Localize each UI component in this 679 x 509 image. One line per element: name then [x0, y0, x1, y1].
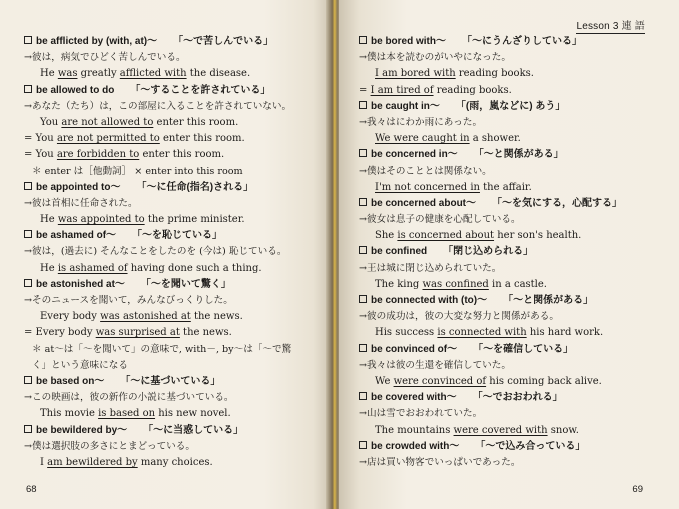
entry-phrase: be covered with～ [371, 392, 457, 404]
checkbox-icon [359, 198, 367, 206]
page-number-right: 69 [632, 484, 643, 495]
translation-line: →王は城に閉じ込められていた。 [359, 262, 502, 274]
entry-meaning: 「～に当惑している」 [143, 424, 244, 436]
translation-line: →山は雪でおおわれていた。 [359, 408, 483, 420]
sentence-part: = Every body [24, 327, 96, 339]
example-sentence [359, 180, 673, 196]
underlined-phrase: I am tired of [370, 84, 434, 96]
underlined-phrase: was astonished at [100, 311, 191, 323]
entry-heading [24, 34, 324, 50]
checkbox-icon [359, 36, 367, 44]
checkbox-icon [24, 425, 32, 433]
checkbox-icon [359, 246, 367, 254]
entry-meaning: 「～を確信している」 [473, 343, 574, 355]
entry-heading [359, 196, 673, 212]
entry-heading [24, 374, 324, 390]
sentence-part: the news. [190, 311, 243, 323]
sentence-part: The king [375, 278, 423, 290]
translation-line: →彼女は息子の健康を心配している。 [359, 214, 521, 226]
right-page-content [359, 34, 673, 471]
translation-line: →そのニュースを聞いて，みんなびっくりした。 [24, 295, 233, 306]
example-sentence [359, 325, 673, 341]
underlined-phrase: was confined [422, 278, 489, 290]
entry-heading [359, 439, 673, 455]
checkbox-icon [24, 376, 32, 384]
translation-line: →彼の成功は，彼の大変な努力と関係がある。 [359, 311, 559, 323]
entry-heading [359, 147, 673, 163]
entry-phrase: be confined [371, 246, 428, 258]
translation-line: →我々は彼の生還を確信していた。 [359, 359, 511, 371]
underlined-phrase: I am bored with [375, 68, 456, 80]
entry-meaning: 「～を聞いて驚く」 [140, 278, 231, 290]
entry-phrase: be concerned in～ [371, 149, 458, 161]
note-line: ＊ enter は［他動詞］ × enter into this room [32, 165, 243, 177]
checkbox-icon [359, 295, 367, 303]
entry-phrase: be appointed to～ [36, 181, 121, 193]
sentence-part: enter this room. [153, 116, 239, 128]
entry-phrase: be bewildered by～ [36, 424, 128, 436]
underlined-phrase: were convinced of [393, 375, 487, 387]
example-sentence [24, 66, 324, 82]
sentence-part: We [375, 375, 394, 387]
example-sentence [359, 131, 673, 147]
entry-meaning: 「～を気にする，心配する」 [492, 197, 623, 209]
sentence-part: The mountains [375, 424, 454, 436]
translation-line: →僕は本を読むのがいやになった。 [359, 52, 511, 64]
translation-line: →我々はにわか雨にあった。 [359, 116, 483, 128]
entry-meaning: 「～で苦しんでいる」 [173, 36, 274, 47]
sentence-part: He [40, 214, 58, 226]
entry-heading [359, 342, 673, 358]
underlined-phrase: are not allowed to [61, 116, 154, 128]
sentence-part: enter this room. [139, 149, 225, 161]
entry-phrase: be convinced of～ [371, 343, 458, 355]
sentence-part: I [40, 456, 48, 468]
translation-line: →店は買い物客でいっぱいであった。 [359, 456, 521, 468]
underlined-phrase: was appointed to [57, 214, 145, 226]
sentence-part: He [40, 68, 58, 80]
underlined-phrase: is based on [98, 408, 156, 420]
entry-phrase: be concerned about～ [371, 197, 477, 209]
entry-phrase: be allowed to do [36, 84, 115, 96]
sentence-part: her son's health. [494, 230, 582, 242]
entry-heading [24, 277, 324, 293]
underlined-phrase: is concerned about [397, 230, 495, 242]
entry-meaning: 「～に基づいている」 [120, 375, 221, 387]
entry-meaning: 「(雨，嵐などに) あう」 [455, 100, 566, 112]
entry-heading [359, 244, 673, 260]
sentence-part: the affair. [479, 181, 532, 193]
running-header: Lesson 3 連 語 [576, 17, 645, 34]
sentence-part: his coming back alive. [486, 375, 602, 387]
underlined-phrase: afflicted with [119, 68, 187, 80]
sentence-part: She [375, 230, 398, 242]
equivalent-sentence [359, 83, 673, 99]
example-sentence [359, 374, 673, 390]
example-sentence [24, 115, 324, 131]
entry-meaning: 「～でおおわれる」 [472, 392, 563, 404]
sentence-part: his new novel. [155, 408, 231, 420]
checkbox-icon [24, 182, 32, 190]
entry-phrase: be connected with (to)～ [371, 295, 488, 306]
entry-meaning: 「～することを許されている」 [130, 84, 271, 96]
underlined-phrase: were covered with [453, 424, 548, 436]
checkbox-icon [24, 36, 32, 44]
sentence-part: the prime minister. [144, 214, 245, 226]
sentence-part: in a castle. [488, 278, 547, 290]
entry-meaning: 「～と関係がある」 [473, 149, 564, 161]
sentence-part: His success [375, 327, 438, 339]
sentence-part: a shower. [469, 133, 521, 145]
entry-phrase: be caught in～ [371, 100, 440, 112]
checkbox-icon [359, 392, 367, 400]
example-sentence [24, 261, 324, 277]
example-sentence [359, 66, 673, 82]
entry-meaning: 「～で込み合っている」 [475, 440, 586, 452]
checkbox-icon [24, 230, 32, 238]
sentence-part: enter this room. [159, 133, 245, 145]
checkbox-icon [24, 279, 32, 287]
sentence-part: This movie [40, 408, 99, 420]
entry-meaning: 「閉じ込められる」 [443, 246, 534, 258]
entry-heading [24, 228, 324, 244]
entry-meaning: 「～にうんざりしている」 [462, 36, 582, 47]
example-sentence [24, 212, 324, 228]
sentence-part: having done such a thing. [127, 262, 262, 274]
translation-line: →彼は，病気でひどく苦しんでいる。 [24, 52, 186, 64]
left-page-content [24, 34, 324, 471]
example-sentence [359, 277, 673, 293]
entry-phrase: be astonished at～ [36, 278, 125, 290]
sentence-part: the disease. [186, 68, 251, 80]
sentence-part: = You [24, 149, 57, 161]
example-sentence [359, 423, 673, 439]
underlined-phrase: is ashamed of [57, 262, 128, 274]
underlined-phrase: are forbidden to [56, 149, 140, 161]
sentence-part: = [359, 84, 371, 96]
underlined-phrase: We were caught in [375, 133, 470, 145]
equivalent-sentence [24, 325, 324, 341]
sentence-part: the news. [179, 327, 232, 339]
entry-heading [359, 293, 673, 309]
entry-meaning: 「～と関係がある」 [503, 295, 594, 306]
sentence-part: his hard work. [526, 327, 604, 339]
sentence-part: greatly [77, 68, 120, 80]
entry-phrase: be ashamed of～ [36, 230, 117, 242]
entry-meaning: 「～に任命(指名)される」 [136, 181, 254, 193]
translation-line: →僕はそのこととは関係ない。 [359, 165, 492, 177]
right-page [339, 0, 679, 509]
checkbox-icon [24, 85, 32, 93]
equivalent-sentence [24, 131, 324, 147]
entry-heading [359, 34, 673, 50]
entry-phrase: be crowded with～ [371, 440, 460, 452]
translation-line: →彼は，(過去に) そんなことをしたのを (今は) 恥じている。 [24, 246, 287, 258]
entry-heading [24, 180, 324, 196]
note-line: く」という意味になる [32, 359, 128, 371]
sentence-part: many choices. [137, 456, 213, 468]
entry-heading [24, 423, 324, 439]
sentence-part: reading books. [455, 68, 534, 80]
entry-phrase: be based on～ [36, 375, 105, 387]
underlined-phrase: am bewildered by [47, 456, 138, 468]
entry-phrase: be afflicted by (with, at)～ [36, 36, 158, 47]
translation-line: →あなた（たち）は，この部屋に入ることを許されていない。 [24, 100, 292, 112]
example-sentence [24, 406, 324, 422]
checkbox-icon [359, 344, 367, 352]
underlined-phrase: was [57, 68, 78, 80]
sentence-part: You [40, 116, 62, 128]
sentence-part: Every body [40, 311, 101, 323]
entry-heading [359, 390, 673, 406]
entry-phrase: be bored with～ [371, 36, 446, 47]
sentence-part: snow. [547, 424, 579, 436]
underlined-phrase: I'm not concerned in [375, 181, 480, 193]
underlined-phrase: was surprised at [95, 327, 180, 339]
translation-line: →僕は選択肢の多さにとまどっている。 [24, 440, 195, 452]
equivalent-sentence [24, 147, 324, 163]
sentence-part: = You [24, 133, 57, 145]
entry-heading [359, 99, 673, 115]
example-sentence [24, 455, 324, 471]
checkbox-icon [359, 101, 367, 109]
translation-line: →この映画は，彼の新作の小説に基づいている。 [24, 392, 234, 404]
underlined-phrase: is connected with [437, 327, 527, 339]
underlined-phrase: are not permitted to [56, 133, 160, 145]
example-sentence [359, 228, 673, 244]
page-number-left: 68 [26, 484, 37, 495]
note-line: ＊ at～は「～を聞いて」の意味で, with－, by～は「～で驚 [32, 343, 292, 355]
example-sentence [24, 309, 324, 325]
sentence-part: He [40, 262, 58, 274]
entry-meaning: 「～を恥じている」 [132, 230, 223, 242]
sentence-part: reading books. [433, 84, 512, 96]
left-page [0, 0, 330, 509]
entry-heading [24, 83, 324, 99]
translation-line: →彼は首相に任命された。 [24, 197, 138, 209]
checkbox-icon [359, 149, 367, 157]
checkbox-icon [359, 441, 367, 449]
